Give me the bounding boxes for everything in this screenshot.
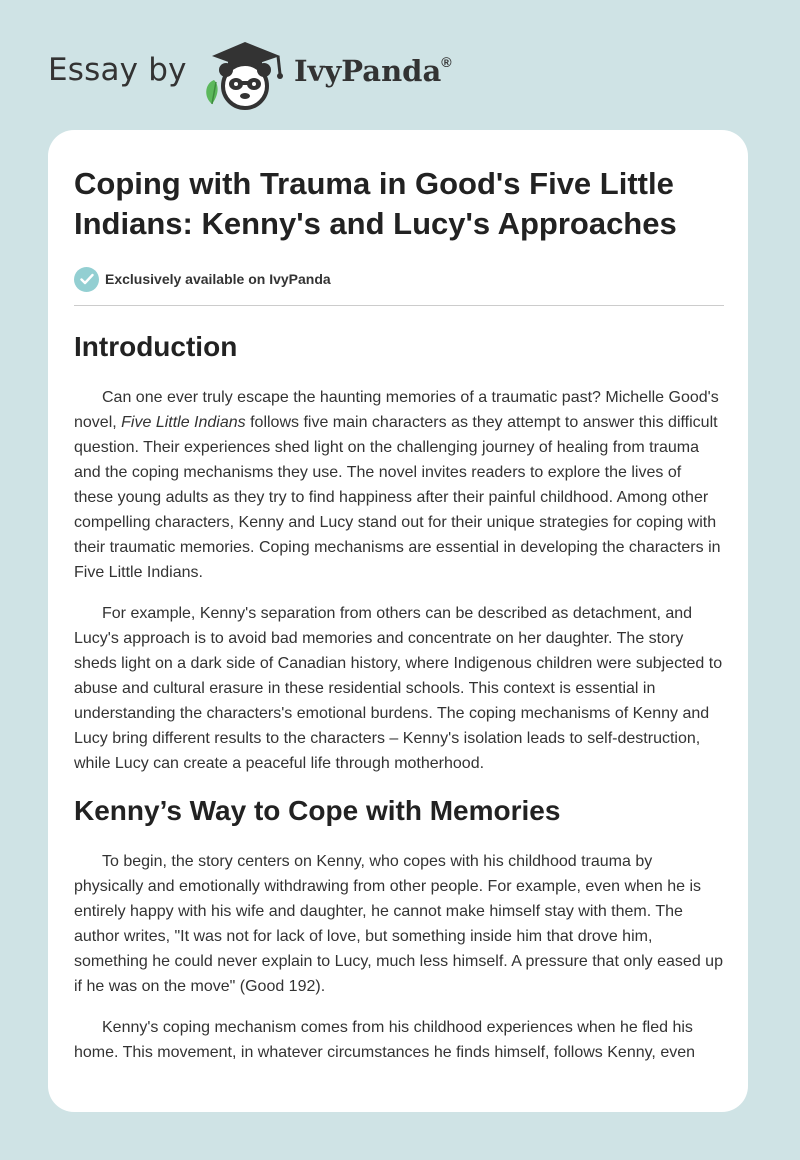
paragraph: Kenny's coping mechanism comes from his childhood experiences when he fled his home. This movement, in whatever circumstances he finds himself, follows Kenny, even [74,1019,696,1061]
essay-content [74,164,724,1065]
paragraph-text: Can one ever truly escape the haunting memories of a traumatic past? Michelle Good's novel, [74,389,719,431]
essay-title: Coping with Trauma in Good's Five Little Indians: Kenny's and Lucy's Approaches [74,166,677,241]
paragraph: For example, Kenny's separation from others can be described as detachment, and Lucy's approach is to avoid bad memories and concentrate on her daughter. The story sheds light on a dark side of Canadian history, where Indigenous children were subjected to abuse and cultural erasure in these residential schools. This context is essential in understanding the characters's emotional burdens. The coping mechanisms of Kenny and Lucy bring different results to the characters – Kenny's isolation leads to self-destruction, while Lucy can create a peaceful life through motherhood. [74,605,723,772]
paragraph-text: follows five main characters as they attempt to answer this difficult question. Their experiences shed light on the challenging journey of healing from trauma and the coping mechanisms they use. The novel invites readers to explore the lives of these young adults as they try to find happiness after their painful childhood. Among other compelling characters, Kenny and Lucy stand out for their unique strategies for coping with their traumatic memories. Coping mechanisms are essential in developing the characters in Five Little Indians. [74,414,721,581]
brand-name[interactable] [294,54,452,88]
check-circle-icon [74,267,99,292]
essay-by-label: Essay by [48,52,187,88]
exclusive-badge-label: Exclusively available on IvyPanda [105,271,331,287]
registered-mark: ® [441,54,452,70]
ivypanda-logo-icon[interactable] [200,34,290,114]
title-divider [74,305,724,306]
essay-card [48,130,748,1112]
site-header [48,30,508,110]
paragraph: To begin, the story centers on Kenny, who copes with his childhood trauma by physically and emotionally withdrawing from other people. For example, even when he is entirely happy with his wife and daughter, he cannot make himself stay with them. The author writes, "It was not for lack of love, but something inside him that drove him, something he could never explain to Lucy, much less himself. A pressure that only eased up if he was on the move" (Good 192). [74,853,723,995]
section-heading-introduction: Introduction [74,331,238,362]
book-title: Five Little Indians [121,414,246,431]
section-heading-kenny: Kenny’s Way to Cope with Memories [74,795,561,826]
brand-text: IvyPanda [294,54,442,88]
paragraph [74,385,724,585]
exclusive-badge [74,266,724,292]
